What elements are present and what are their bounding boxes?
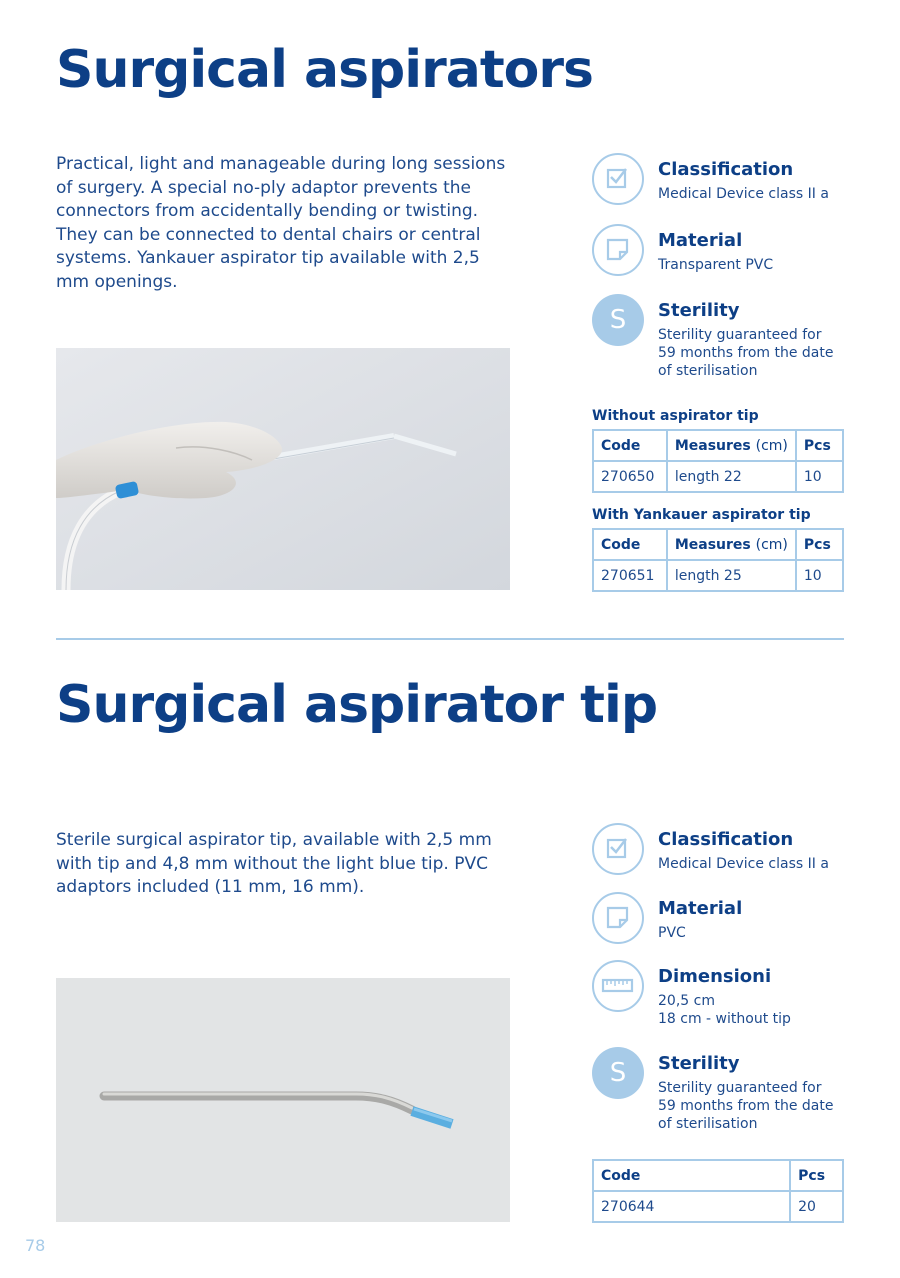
header-measures: Measures (cm) [667, 430, 796, 461]
checkbox-icon [592, 823, 644, 875]
header-code: Code [593, 1160, 790, 1191]
cell-measures: length 22 [667, 461, 796, 492]
spec-value: PVC [658, 925, 686, 941]
table-caption-with-yankauer-tip: With Yankauer aspirator tip [592, 507, 811, 523]
product-table-without-tip [592, 429, 844, 493]
spec-dimensions [592, 960, 852, 1030]
cell-code: 270651 [593, 560, 667, 591]
cell-measures: length 25 [667, 560, 796, 591]
cell-pcs: 10 [796, 461, 843, 492]
header-code: Code [593, 430, 667, 461]
spec-label: Classification [658, 829, 794, 850]
section-title-aspirators: Surgical aspirators [56, 40, 594, 100]
product-photo-aspirator-tip [56, 978, 510, 1222]
section-description-aspirator-tip: Sterile surgical aspirator tip, available with 2,5 mm with tip and 4,8 mm without the light blue tip. PVC adaptors included (11 mm, 16 mm). [56, 830, 492, 897]
cell-code: 270650 [593, 461, 667, 492]
spec-value: Medical Device class II a [658, 856, 829, 872]
spec-label: Material [658, 230, 743, 251]
product-table-with-yankauer-tip [592, 528, 844, 592]
spec-material [592, 892, 852, 952]
table-row [593, 1191, 843, 1222]
cell-pcs: 10 [796, 560, 843, 591]
checkbox-icon [592, 153, 644, 205]
header-pcs: Pcs [796, 430, 843, 461]
spec-sterility [592, 294, 852, 384]
folded-sheet-icon [592, 224, 644, 276]
table-caption-without-tip: Without aspirator tip [592, 408, 759, 424]
section-title-aspirator-tip: Surgical aspirator tip [56, 675, 658, 735]
table-row [593, 461, 843, 492]
spec-classification [592, 153, 852, 213]
spec-value: Sterility guaranteed for 59 months from the date of sterilisation [658, 327, 834, 379]
section-description-aspirators: Practical, light and manageable during long sessions of surgery. A special no-ply adaptor prevents the connectors from accidentally bending or twisting. They can be connected to dental chairs or central systems. Yankauer aspirator tip available with 2,5 mm openings. [56, 154, 506, 292]
spec-material [592, 224, 852, 284]
ruler-icon [592, 960, 644, 1012]
spec-label: Material [658, 898, 743, 919]
table-header-row [593, 1160, 843, 1191]
table-header-row [593, 529, 843, 560]
spec-value: Transparent PVC [658, 257, 774, 273]
spec-value: Medical Device class II a [658, 186, 829, 202]
section-divider [56, 638, 844, 640]
table-row [593, 560, 843, 591]
header-pcs: Pcs [796, 529, 843, 560]
spec-value: 20,5 cm 18 cm - without tip [658, 993, 791, 1027]
spec-label: Classification [658, 159, 794, 180]
sterility-s-icon: S [592, 1047, 644, 1099]
folded-sheet-icon [592, 892, 644, 944]
product-photo-aspirator-in-hand [56, 348, 510, 590]
cell-pcs: 20 [790, 1191, 843, 1222]
header-pcs: Pcs [790, 1160, 843, 1191]
spec-label: Dimensioni [658, 966, 772, 987]
header-code: Code [593, 529, 667, 560]
spec-label: Sterility [658, 300, 740, 321]
spec-value: Sterility guaranteed for 59 months from the date of sterilisation [658, 1080, 834, 1132]
spec-label: Sterility [658, 1053, 740, 1074]
page-number: 78 [25, 1236, 46, 1255]
table-header-row [593, 430, 843, 461]
spec-classification [592, 823, 852, 883]
cell-code: 270644 [593, 1191, 790, 1222]
sterility-s-icon: S [592, 294, 644, 346]
header-measures: Measures (cm) [667, 529, 796, 560]
spec-sterility [592, 1047, 852, 1137]
product-table-aspirator-tip [592, 1159, 844, 1223]
